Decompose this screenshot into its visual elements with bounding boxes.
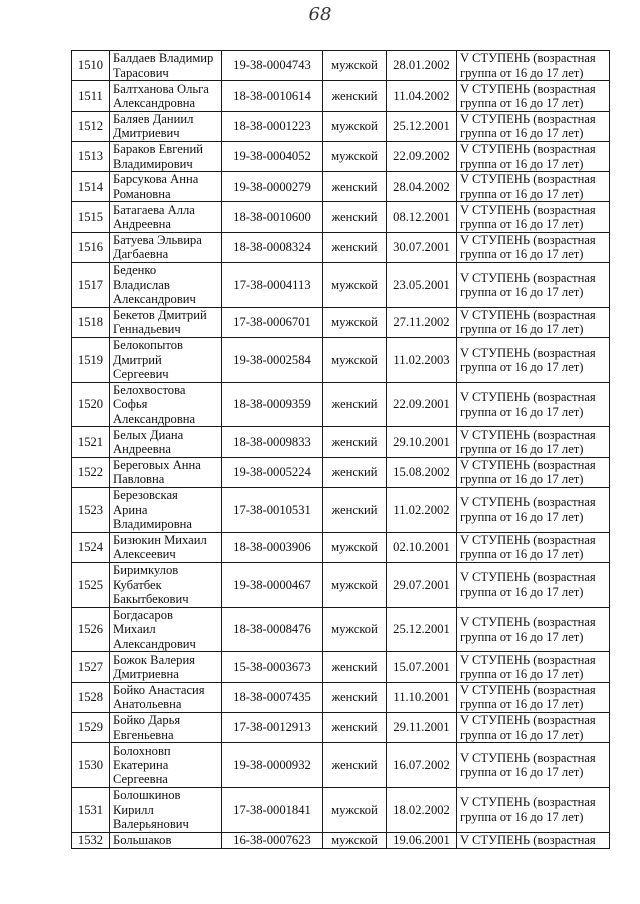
gender-cell: мужской <box>323 111 387 141</box>
full-name-cell <box>110 172 222 202</box>
level-cell <box>457 787 610 832</box>
level-cell <box>457 232 610 262</box>
level-cell-line: V СТУПЕНЬ (возрастная <box>460 81 596 96</box>
level-cell <box>457 263 610 308</box>
gender-cell: мужской <box>323 832 387 848</box>
full-name-cell-line: Бизюкин Михаил <box>113 532 207 547</box>
full-name-cell-line: Белых Диана <box>113 427 184 442</box>
row-number-cell: 1525 <box>72 563 110 608</box>
birth-date-cell: 08.12.2001 <box>387 202 457 232</box>
table-row <box>72 382 610 427</box>
full-name-cell <box>110 607 222 652</box>
level-cell <box>457 427 610 457</box>
row-number-cell: 1513 <box>72 141 110 171</box>
level-cell <box>457 172 610 202</box>
row-number-cell: 1516 <box>72 232 110 262</box>
full-name-cell-line: Березовская <box>113 488 178 503</box>
gender-cell: женский <box>323 81 387 111</box>
level-cell <box>457 338 610 383</box>
table-row <box>72 111 610 141</box>
level-cell <box>457 202 610 232</box>
row-number-cell: 1526 <box>72 607 110 652</box>
level-cell-line: V СТУПЕНЬ (возрастная <box>460 270 596 285</box>
full-name-cell-line: Бакытбекович <box>113 592 189 607</box>
birth-date-cell: 11.10.2001 <box>387 682 457 712</box>
full-name-cell-line: Бекетов Дмитрий <box>113 308 207 322</box>
row-number-cell: 1510 <box>72 51 110 81</box>
full-name-cell <box>110 488 222 533</box>
uin-code-cell: 19-38-0004743 <box>222 51 323 81</box>
full-name-cell <box>110 652 222 682</box>
full-name-cell-line: Дагбаевна <box>113 247 169 262</box>
full-name-cell-line: Геннадьевич <box>113 322 181 337</box>
full-name-cell-line: Большаков <box>113 832 172 847</box>
table-row <box>72 832 610 848</box>
full-name-cell-line: Беденко <box>113 263 157 278</box>
level-cell-line: группа от 16 до 17 лет) <box>460 95 584 110</box>
row-number-cell: 1527 <box>72 652 110 682</box>
gender-cell: мужской <box>323 607 387 652</box>
full-name-cell-line: Екатерина <box>113 757 169 772</box>
table-row <box>72 202 610 232</box>
level-cell-line: V СТУПЕНЬ (возрастная <box>460 142 596 157</box>
full-name-cell-line: Павловна <box>113 472 165 487</box>
gender-cell: мужской <box>323 532 387 562</box>
full-name-cell <box>110 382 222 427</box>
uin-code-cell: 17-38-0012913 <box>222 712 323 742</box>
gender-cell: мужской <box>323 338 387 383</box>
uin-code-cell: 19-38-0002584 <box>222 338 323 383</box>
birth-date-cell: 22.09.2001 <box>387 382 457 427</box>
registry-table-body <box>72 51 610 849</box>
level-cell <box>457 382 610 427</box>
uin-code-cell: 17-38-0010531 <box>222 488 323 533</box>
row-number-cell: 1512 <box>72 111 110 141</box>
row-number-cell: 1520 <box>72 382 110 427</box>
full-name-cell-line: Тарасович <box>113 65 169 80</box>
level-cell-line: группа от 16 до 17 лет) <box>460 667 584 682</box>
uin-code-cell: 19-38-0000279 <box>222 172 323 202</box>
row-number-cell: 1531 <box>72 787 110 832</box>
level-cell <box>457 111 610 141</box>
full-name-cell-line: Биримкулов <box>113 563 179 578</box>
level-cell-line: V СТУПЕНЬ (возрастная <box>460 713 596 728</box>
full-name-cell <box>110 832 222 848</box>
registry-table <box>71 50 610 849</box>
level-cell <box>457 607 610 652</box>
row-number-cell: 1522 <box>72 457 110 487</box>
birth-date-cell: 29.11.2001 <box>387 712 457 742</box>
level-cell-line: V СТУПЕНЬ (возрастная <box>460 652 596 667</box>
full-name-cell-line: Барсукова Анна <box>113 172 199 187</box>
level-cell-line: V СТУПЕНЬ (возрастная <box>460 345 596 360</box>
gender-cell: женский <box>323 682 387 712</box>
level-cell-line: V СТУПЕНЬ (возрастная <box>460 457 596 472</box>
level-cell-line: группа от 16 до 17 лет) <box>460 247 584 262</box>
gender-cell: мужской <box>323 263 387 308</box>
full-name-cell-line: Богдасаров <box>113 607 173 622</box>
level-cell-line: группа от 16 до 17 лет) <box>460 697 584 712</box>
full-name-cell-line: Андреевна <box>113 442 171 457</box>
row-number-cell: 1532 <box>72 832 110 848</box>
full-name-cell-line: Александрович <box>113 636 196 651</box>
table-row <box>72 682 610 712</box>
uin-code-cell: 15-38-0003673 <box>222 652 323 682</box>
birth-date-cell: 15.08.2002 <box>387 457 457 487</box>
level-cell-line: V СТУПЕНЬ (возрастная <box>460 750 596 765</box>
full-name-cell <box>110 787 222 832</box>
full-name-cell-line: Бараков Евгений <box>113 142 204 157</box>
gender-cell: женский <box>323 202 387 232</box>
level-cell-line: V СТУПЕНЬ (возрастная <box>460 308 596 322</box>
level-cell <box>457 141 610 171</box>
birth-date-cell: 02.10.2001 <box>387 532 457 562</box>
birth-date-cell: 29.10.2001 <box>387 427 457 457</box>
full-name-cell-line: Сергеевич <box>113 367 169 382</box>
full-name-cell <box>110 457 222 487</box>
uin-code-cell: 19-38-0004052 <box>222 141 323 171</box>
birth-date-cell: 25.12.2001 <box>387 111 457 141</box>
birth-date-cell: 22.09.2002 <box>387 141 457 171</box>
full-name-cell <box>110 81 222 111</box>
level-cell-line: V СТУПЕНЬ (возрастная <box>460 570 596 585</box>
full-name-cell-line: Батуева Эльвира <box>113 233 202 248</box>
row-number-cell: 1518 <box>72 307 110 337</box>
birth-date-cell: 15.07.2001 <box>387 652 457 682</box>
level-cell-line: группа от 16 до 17 лет) <box>460 186 584 201</box>
birth-date-cell: 23.05.2001 <box>387 263 457 308</box>
full-name-cell <box>110 743 222 788</box>
gender-cell: мужской <box>323 51 387 81</box>
full-name-cell-line: Белохвостова <box>113 382 186 397</box>
level-cell-line: группа от 16 до 17 лет) <box>460 765 584 780</box>
full-name-cell-line: Белокопытов <box>113 338 183 353</box>
table-row <box>72 427 610 457</box>
table-row <box>72 263 610 308</box>
gender-cell: женский <box>323 457 387 487</box>
level-cell <box>457 682 610 712</box>
level-cell-line: группа от 16 до 17 лет) <box>460 584 584 599</box>
table-row <box>72 141 610 171</box>
full-name-cell <box>110 532 222 562</box>
row-number-cell: 1528 <box>72 682 110 712</box>
uin-code-cell: 16-38-0007623 <box>222 832 323 848</box>
full-name-cell-line: Дмитрий <box>113 352 162 367</box>
level-cell-line: группа от 16 до 17 лет) <box>460 442 584 457</box>
table-row <box>72 563 610 608</box>
birth-date-cell: 11.04.2002 <box>387 81 457 111</box>
level-cell-line: группа от 16 до 17 лет) <box>460 65 584 80</box>
full-name-cell-line: Болошкинов <box>113 788 181 803</box>
page-number: 68 <box>308 4 332 25</box>
level-cell-line: группа от 16 до 17 лет) <box>460 727 584 742</box>
full-name-cell-line: Владимирович <box>113 156 193 171</box>
level-cell <box>457 457 610 487</box>
level-cell-line: V СТУПЕНЬ (возрастная <box>460 51 596 66</box>
birth-date-cell: 18.02.2002 <box>387 787 457 832</box>
uin-code-cell: 17-38-0001841 <box>222 787 323 832</box>
level-cell-line: V СТУПЕНЬ (возрастная <box>460 427 596 442</box>
level-cell-line: V СТУПЕНЬ (возрастная <box>460 682 596 697</box>
row-number-cell: 1511 <box>72 81 110 111</box>
full-name-cell <box>110 141 222 171</box>
level-cell-line: V СТУПЕНЬ (возрастная <box>460 202 596 217</box>
full-name-cell-line: Александровна <box>113 95 196 110</box>
table-row <box>72 81 610 111</box>
full-name-cell-line: Бойко Дарья <box>113 713 181 728</box>
birth-date-cell: 16.07.2002 <box>387 743 457 788</box>
uin-code-cell: 18-38-0001223 <box>222 111 323 141</box>
full-name-cell-line: Алексеевич <box>113 547 176 562</box>
full-name-cell <box>110 427 222 457</box>
table-row <box>72 488 610 533</box>
level-cell-line: V СТУПЕНЬ (возрастная <box>460 111 596 126</box>
level-cell-line: V СТУПЕНЬ (возрастная <box>460 233 596 248</box>
row-number-cell: 1521 <box>72 427 110 457</box>
row-number-cell: 1530 <box>72 743 110 788</box>
gender-cell: женский <box>323 743 387 788</box>
full-name-cell <box>110 682 222 712</box>
level-cell <box>457 743 610 788</box>
row-number-cell: 1523 <box>72 488 110 533</box>
full-name-cell-line: Романовна <box>113 186 171 201</box>
uin-code-cell: 18-38-0008324 <box>222 232 323 262</box>
level-cell <box>457 488 610 533</box>
table-row <box>72 307 610 337</box>
level-cell-line: группа от 16 до 17 лет) <box>460 404 584 419</box>
full-name-cell <box>110 338 222 383</box>
full-name-cell-line: Кирилл <box>113 802 154 817</box>
level-cell <box>457 307 610 337</box>
level-cell-line: V СТУПЕНЬ (возрастная <box>460 832 596 847</box>
birth-date-cell: 19.06.2001 <box>387 832 457 848</box>
full-name-cell-line: Кубатбек <box>113 577 162 592</box>
full-name-cell <box>110 51 222 81</box>
level-cell <box>457 832 610 848</box>
level-cell-line: группа от 16 до 17 лет) <box>460 629 584 644</box>
full-name-cell <box>110 307 222 337</box>
row-number-cell: 1515 <box>72 202 110 232</box>
full-name-cell <box>110 232 222 262</box>
gender-cell: мужской <box>323 787 387 832</box>
uin-code-cell: 18-38-0009833 <box>222 427 323 457</box>
full-name-cell-line: Андреевна <box>113 217 171 232</box>
level-cell-line: группа от 16 до 17 лет) <box>460 156 584 171</box>
full-name-cell-line: Анатольевна <box>113 697 182 712</box>
birth-date-cell: 11.02.2003 <box>387 338 457 383</box>
level-cell-line: группа от 16 до 17 лет) <box>460 472 584 487</box>
level-cell <box>457 563 610 608</box>
gender-cell: женский <box>323 652 387 682</box>
birth-date-cell: 28.01.2002 <box>387 51 457 81</box>
uin-code-cell: 18-38-0009359 <box>222 382 323 427</box>
level-cell-line: группа от 16 до 17 лет) <box>460 126 584 141</box>
table-row <box>72 532 610 562</box>
full-name-cell-line: Софья <box>113 397 148 412</box>
full-name-cell-line: Владимировна <box>113 517 192 532</box>
gender-cell: мужской <box>323 563 387 608</box>
level-cell-line: V СТУПЕНЬ (возрастная <box>460 532 596 547</box>
full-name-cell-line: Бойко Анастасия <box>113 682 205 697</box>
birth-date-cell: 29.07.2001 <box>387 563 457 608</box>
gender-cell: женский <box>323 232 387 262</box>
uin-code-cell: 18-38-0010614 <box>222 81 323 111</box>
gender-cell: женский <box>323 172 387 202</box>
level-cell <box>457 51 610 81</box>
level-cell <box>457 532 610 562</box>
birth-date-cell: 25.12.2001 <box>387 607 457 652</box>
full-name-cell <box>110 202 222 232</box>
full-name-cell <box>110 263 222 308</box>
uin-code-cell: 17-38-0004113 <box>222 263 323 308</box>
table-row <box>72 712 610 742</box>
full-name-cell-line: Владислав <box>113 277 170 292</box>
full-name-cell-line: Балтханова Ольга <box>113 81 209 96</box>
row-number-cell: 1524 <box>72 532 110 562</box>
level-cell-line: V СТУПЕНЬ (возрастная <box>460 495 596 510</box>
full-name-cell-line: Божок Валерия <box>113 652 195 667</box>
table-row <box>72 652 610 682</box>
level-cell-line: группа от 16 до 17 лет) <box>460 322 584 337</box>
row-number-cell: 1519 <box>72 338 110 383</box>
full-name-cell-line: Береговых Анна <box>113 457 201 472</box>
full-name-cell-line: Александровна <box>113 411 196 426</box>
table-row <box>72 51 610 81</box>
uin-code-cell: 17-38-0006701 <box>222 307 323 337</box>
full-name-cell <box>110 563 222 608</box>
gender-cell: женский <box>323 382 387 427</box>
level-cell-line: группа от 16 до 17 лет) <box>460 509 584 524</box>
table-row <box>72 457 610 487</box>
level-cell-line: группа от 16 до 17 лет) <box>460 809 584 824</box>
full-name-cell <box>110 712 222 742</box>
level-cell-line: группа от 16 до 17 лет) <box>460 217 584 232</box>
level-cell-line: группа от 16 до 17 лет) <box>460 547 584 562</box>
full-name-cell-line: Евгеньевна <box>113 727 174 742</box>
full-name-cell-line: Балдаев Владимир <box>113 51 214 66</box>
uin-code-cell: 18-38-0010600 <box>222 202 323 232</box>
level-cell-line: группа от 16 до 17 лет) <box>460 359 584 374</box>
gender-cell: мужской <box>323 141 387 171</box>
uin-code-cell: 18-38-0003906 <box>222 532 323 562</box>
level-cell-line: V СТУПЕНЬ (возрастная <box>460 615 596 630</box>
full-name-cell-line: Арина <box>113 502 148 517</box>
level-cell-line: V СТУПЕНЬ (возрастная <box>460 795 596 810</box>
table-row <box>72 338 610 383</box>
full-name-cell <box>110 111 222 141</box>
gender-cell: женский <box>323 488 387 533</box>
uin-code-cell: 19-38-0000932 <box>222 743 323 788</box>
full-name-cell-line: Дмитриевна <box>113 667 179 682</box>
full-name-cell-line: Михаил <box>113 622 156 637</box>
row-number-cell: 1529 <box>72 712 110 742</box>
level-cell <box>457 652 610 682</box>
full-name-cell-line: Баляев Даниил <box>113 111 194 126</box>
row-number-cell: 1514 <box>72 172 110 202</box>
full-name-cell-line: Дмитриевич <box>113 126 180 141</box>
full-name-cell-line: Александрович <box>113 292 196 307</box>
birth-date-cell: 28.04.2002 <box>387 172 457 202</box>
table-row <box>72 743 610 788</box>
table-row <box>72 787 610 832</box>
gender-cell: женский <box>323 427 387 457</box>
table-row <box>72 172 610 202</box>
row-number-cell: 1517 <box>72 263 110 308</box>
level-cell <box>457 712 610 742</box>
full-name-cell-line: Батагаева Алла <box>113 202 195 217</box>
uin-code-cell: 18-38-0007435 <box>222 682 323 712</box>
gender-cell: женский <box>323 712 387 742</box>
full-name-cell-line: Валерьянович <box>113 817 189 832</box>
level-cell-line: V СТУПЕНЬ (возрастная <box>460 390 596 405</box>
uin-code-cell: 19-38-0005224 <box>222 457 323 487</box>
full-name-cell-line: Сергеевна <box>113 772 168 787</box>
level-cell-line: группа от 16 до 17 лет) <box>460 284 584 299</box>
birth-date-cell: 27.11.2002 <box>387 307 457 337</box>
birth-date-cell: 30.07.2001 <box>387 232 457 262</box>
uin-code-cell: 19-38-0000467 <box>222 563 323 608</box>
birth-date-cell: 11.02.2002 <box>387 488 457 533</box>
uin-code-cell: 18-38-0008476 <box>222 607 323 652</box>
level-cell <box>457 81 610 111</box>
level-cell-line: V СТУПЕНЬ (возрастная <box>460 172 596 187</box>
table-row <box>72 607 610 652</box>
full-name-cell-line: Болохновп <box>113 743 171 758</box>
gender-cell: мужской <box>323 307 387 337</box>
table-row <box>72 232 610 262</box>
